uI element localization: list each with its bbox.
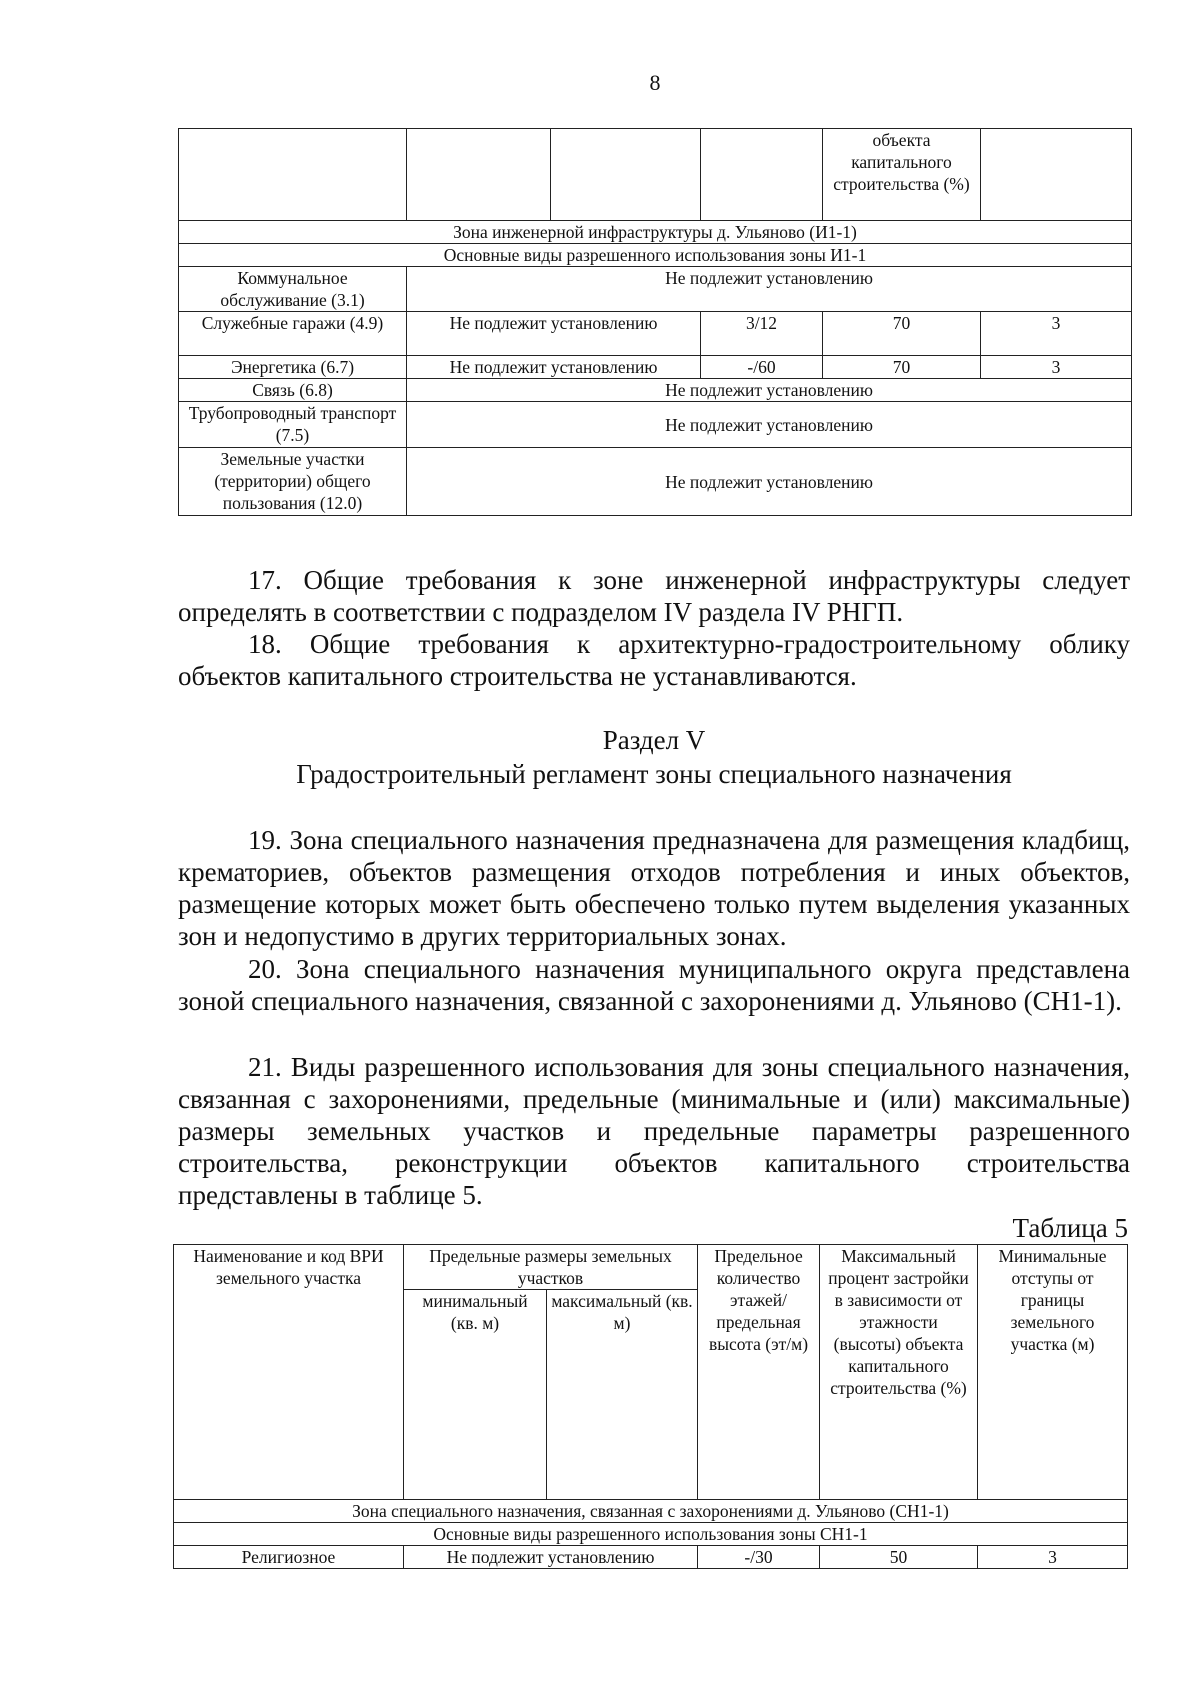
row-floors: -/60 (701, 356, 823, 379)
row-size: Не подлежит установлению (407, 312, 701, 356)
section-subtitle: Градостроительный регламент зоны специального назначения (296, 759, 1012, 789)
row-merged-value: Не подлежит установлению (407, 402, 1132, 448)
row-offset: 3 (981, 312, 1132, 356)
header-cell-empty (551, 129, 701, 221)
header-cell-empty (981, 129, 1132, 221)
row-floors: -/30 (698, 1546, 820, 1569)
header-cell-percent: объекта капитального строительства (%) (823, 129, 981, 221)
row-name: Земельные участки (территории) общего пользования (12.0) (179, 448, 407, 516)
header-offset: Минимальные отступы от границы земельного участка (м) (978, 1245, 1128, 1500)
basic-uses-title-row: Основные виды разрешенного использования зоны И1-1 (179, 244, 1132, 267)
paragraph-20: 20. Зона специального назначения муниципального округа представлена зоной специального назначения, связанной с захоронениями д. Ульяново (СН1-1). (178, 954, 1130, 1016)
basic-uses-title-row: Основные виды разрешенного использования зоны СН1-1 (174, 1523, 1128, 1546)
page-number: 8 (649, 70, 661, 95)
paragraph-19: 19. Зона специального назначения предназначена для размещения кладбищ, крематориев, объектов размещения отходов потребления и иных объектов, размещение которых может быть обеспечено только путем выделения указанных зон и недопустимо в других территориальных зонах. (178, 825, 1130, 951)
row-percent: 70 (823, 356, 981, 379)
header-cell-empty (179, 129, 407, 221)
zone-title-row: Зона инженерной инфраструктуры д. Ульяново (И1-1) (179, 221, 1132, 244)
row-name: Коммунальное обслуживание (3.1) (179, 267, 407, 312)
header-max: максимальный (кв. м) (547, 1290, 698, 1500)
row-offset: 3 (981, 356, 1132, 379)
section-title: Раздел V (602, 725, 706, 755)
row-merged-value: Не подлежит установлению (407, 379, 1132, 402)
header-sizes: Предельные размеры земельных участков (404, 1245, 698, 1290)
header-percent: Максимальный процент застройки в зависимости от этажности (высоты) объекта капитального строительства (%) (820, 1245, 978, 1500)
row-floors: 3/12 (701, 312, 823, 356)
header-floors: Предельное количество этажей/ предельная высота (эт/м) (698, 1245, 820, 1500)
row-offset: 3 (978, 1546, 1128, 1569)
row-size: Не подлежит установлению (404, 1546, 698, 1569)
paragraph-17: 17. Общие требования к зоне инженерной инфраструктуры следует определять в соответствии с подразделом IV раздела IV РНГП. (178, 565, 1130, 627)
row-percent: 70 (823, 312, 981, 356)
row-name: Энергетика (6.7) (179, 356, 407, 379)
header-cell-empty (407, 129, 551, 221)
engineering-zone-table (178, 128, 1132, 516)
row-name: Трубопроводный транспорт (7.5) (179, 402, 407, 448)
row-merged-value: Не подлежит установлению (407, 448, 1132, 516)
header-name: Наименование и код ВРИ земельного участка (174, 1245, 404, 1500)
paragraph-18: 18. Общие требования к архитектурно-градостроительному облику объектов капитального строительства не устанавливаются. (178, 629, 1130, 691)
row-merged-value: Не подлежит установлению (407, 267, 1132, 312)
row-name: Связь (6.8) (179, 379, 407, 402)
row-name: Служебные гаражи (4.9) (179, 312, 407, 356)
header-cell-empty (701, 129, 823, 221)
row-name: Религиозное (174, 1546, 404, 1569)
zone-title-row: Зона специального назначения, связанная с захоронениями д. Ульяново (СН1-1) (174, 1500, 1128, 1523)
row-percent: 50 (820, 1546, 978, 1569)
header-min: минимальный (кв. м) (404, 1290, 547, 1500)
table-caption: Таблица 5 (1012, 1213, 1128, 1243)
paragraph-21: 21. Виды разрешенного использования для зоны специального назначения, связанная с захоронениями, предельные (минимальные и (или) максимальные) размеры земельных участков и предельные параметры разрешенного строительства, реконструкции объектов капитального строительства представлены в таблице 5. (178, 1052, 1130, 1210)
special-zone-table (173, 1244, 1128, 1569)
row-size: Не подлежит установлению (407, 356, 701, 379)
